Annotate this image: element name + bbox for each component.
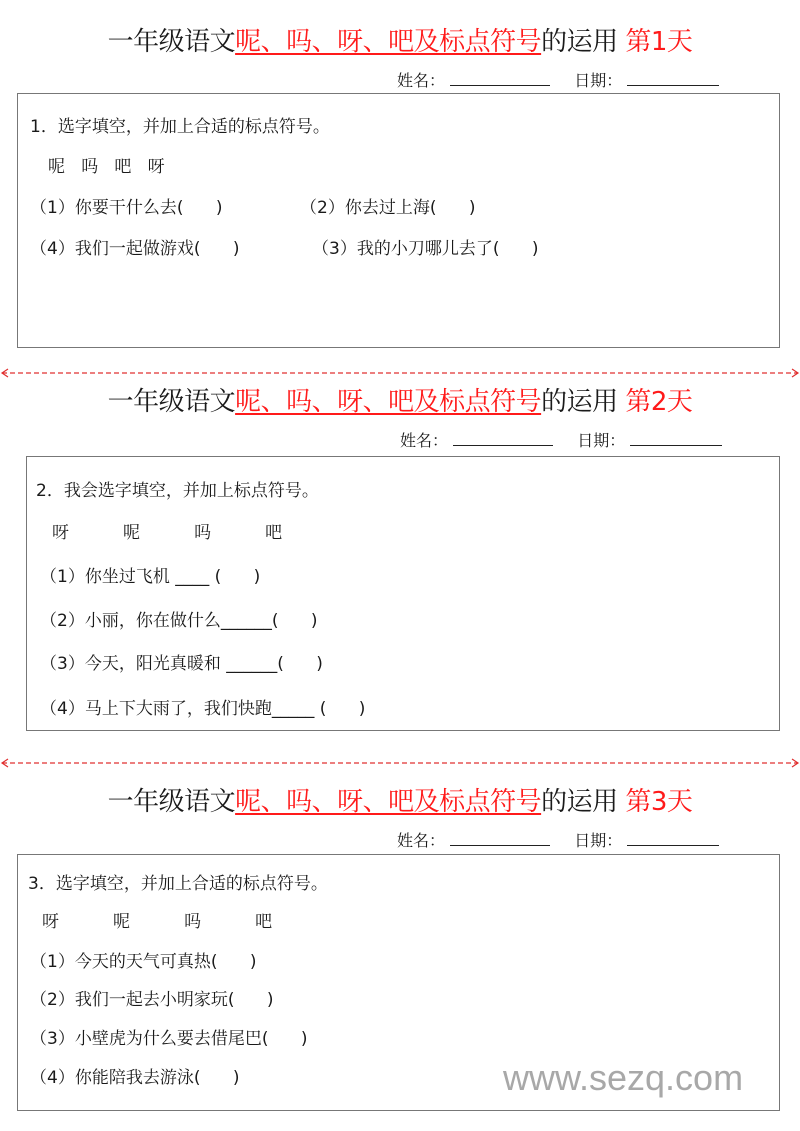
question-2-item-2[interactable]: （2）小丽，你在做什么______( ) bbox=[40, 611, 318, 631]
question-1-prompt: 1．选字填空，并加上合适的标点符号。 bbox=[30, 117, 330, 137]
question-1-item-3[interactable]: （3）我的小刀哪儿去了( ) bbox=[312, 239, 539, 259]
title-topic: 呢、吗、呀、吧及标点符号 bbox=[235, 387, 542, 417]
cut-line-divider bbox=[0, 368, 800, 378]
question-3-item-2[interactable]: （2）我们一起去小明家玩( ) bbox=[30, 990, 274, 1010]
date-field[interactable] bbox=[627, 829, 719, 846]
title-prefix: 一年级语文 bbox=[107, 27, 236, 57]
date-label: 日期： bbox=[577, 431, 626, 450]
watermark-text: www.sezq.com bbox=[503, 1057, 744, 1098]
question-1-item-1[interactable]: （1）你要干什么去( ) bbox=[30, 198, 223, 218]
title-suffix: 的运用 bbox=[541, 787, 626, 817]
question-2-item-1[interactable]: （1）你坐过飞机 ____ ( ) bbox=[40, 567, 261, 587]
section-2-title bbox=[0, 385, 800, 419]
cut-line-divider bbox=[0, 758, 800, 768]
question-3-item-1[interactable]: （1）今天的天气可真热( ) bbox=[30, 952, 257, 972]
question-3-item-4[interactable]: （4）你能陪我去游泳( ) bbox=[30, 1068, 240, 1088]
name-field[interactable] bbox=[450, 829, 550, 846]
name-field[interactable] bbox=[453, 429, 553, 446]
section-2-meta bbox=[400, 429, 722, 451]
title-prefix: 一年级语文 bbox=[107, 787, 236, 817]
question-2-item-4[interactable]: （4）马上下大雨了，我们快跑_____ ( ) bbox=[40, 699, 366, 719]
name-label: 姓名： bbox=[397, 71, 446, 90]
question-1-word-bank: 呢 吗 吧 呀 bbox=[48, 157, 165, 177]
title-suffix: 的运用 bbox=[541, 387, 626, 417]
question-2-prompt: 2．我会选字填空，并加上标点符号。 bbox=[36, 481, 319, 501]
question-3-item-3[interactable]: （3）小壁虎为什么要去借尾巴( ) bbox=[30, 1029, 308, 1049]
date-field[interactable] bbox=[630, 429, 722, 446]
section-3-title bbox=[0, 785, 800, 819]
section-1-meta bbox=[397, 69, 719, 91]
name-field[interactable] bbox=[450, 69, 550, 86]
date-label: 日期： bbox=[574, 831, 623, 850]
title-topic: 呢、吗、呀、吧及标点符号 bbox=[235, 27, 542, 57]
title-day: 第1天 bbox=[625, 27, 693, 57]
title-day: 第3天 bbox=[625, 787, 693, 817]
title-suffix: 的运用 bbox=[541, 27, 626, 57]
date-field[interactable] bbox=[627, 69, 719, 86]
section-1-title bbox=[0, 25, 800, 59]
section-3-meta bbox=[397, 829, 719, 851]
question-1-item-2[interactable]: （2）你去过上海( ) bbox=[300, 198, 476, 218]
question-3-word-bank: 呀 呢 吗 吧 bbox=[42, 912, 273, 932]
date-label: 日期： bbox=[574, 71, 623, 90]
title-day: 第2天 bbox=[625, 387, 693, 417]
title-prefix: 一年级语文 bbox=[107, 387, 236, 417]
question-3-prompt: 3．选字填空，并加上合适的标点符号。 bbox=[28, 874, 328, 894]
question-1-item-4[interactable]: （4）我们一起做游戏( ) bbox=[30, 239, 240, 259]
name-label: 姓名： bbox=[397, 831, 446, 850]
question-2-word-bank: 呀 呢 吗 吧 bbox=[52, 523, 283, 543]
name-label: 姓名： bbox=[400, 431, 449, 450]
title-topic: 呢、吗、呀、吧及标点符号 bbox=[235, 787, 542, 817]
question-2-item-3[interactable]: （3）今天，阳光真暖和 ______( ) bbox=[40, 654, 323, 674]
